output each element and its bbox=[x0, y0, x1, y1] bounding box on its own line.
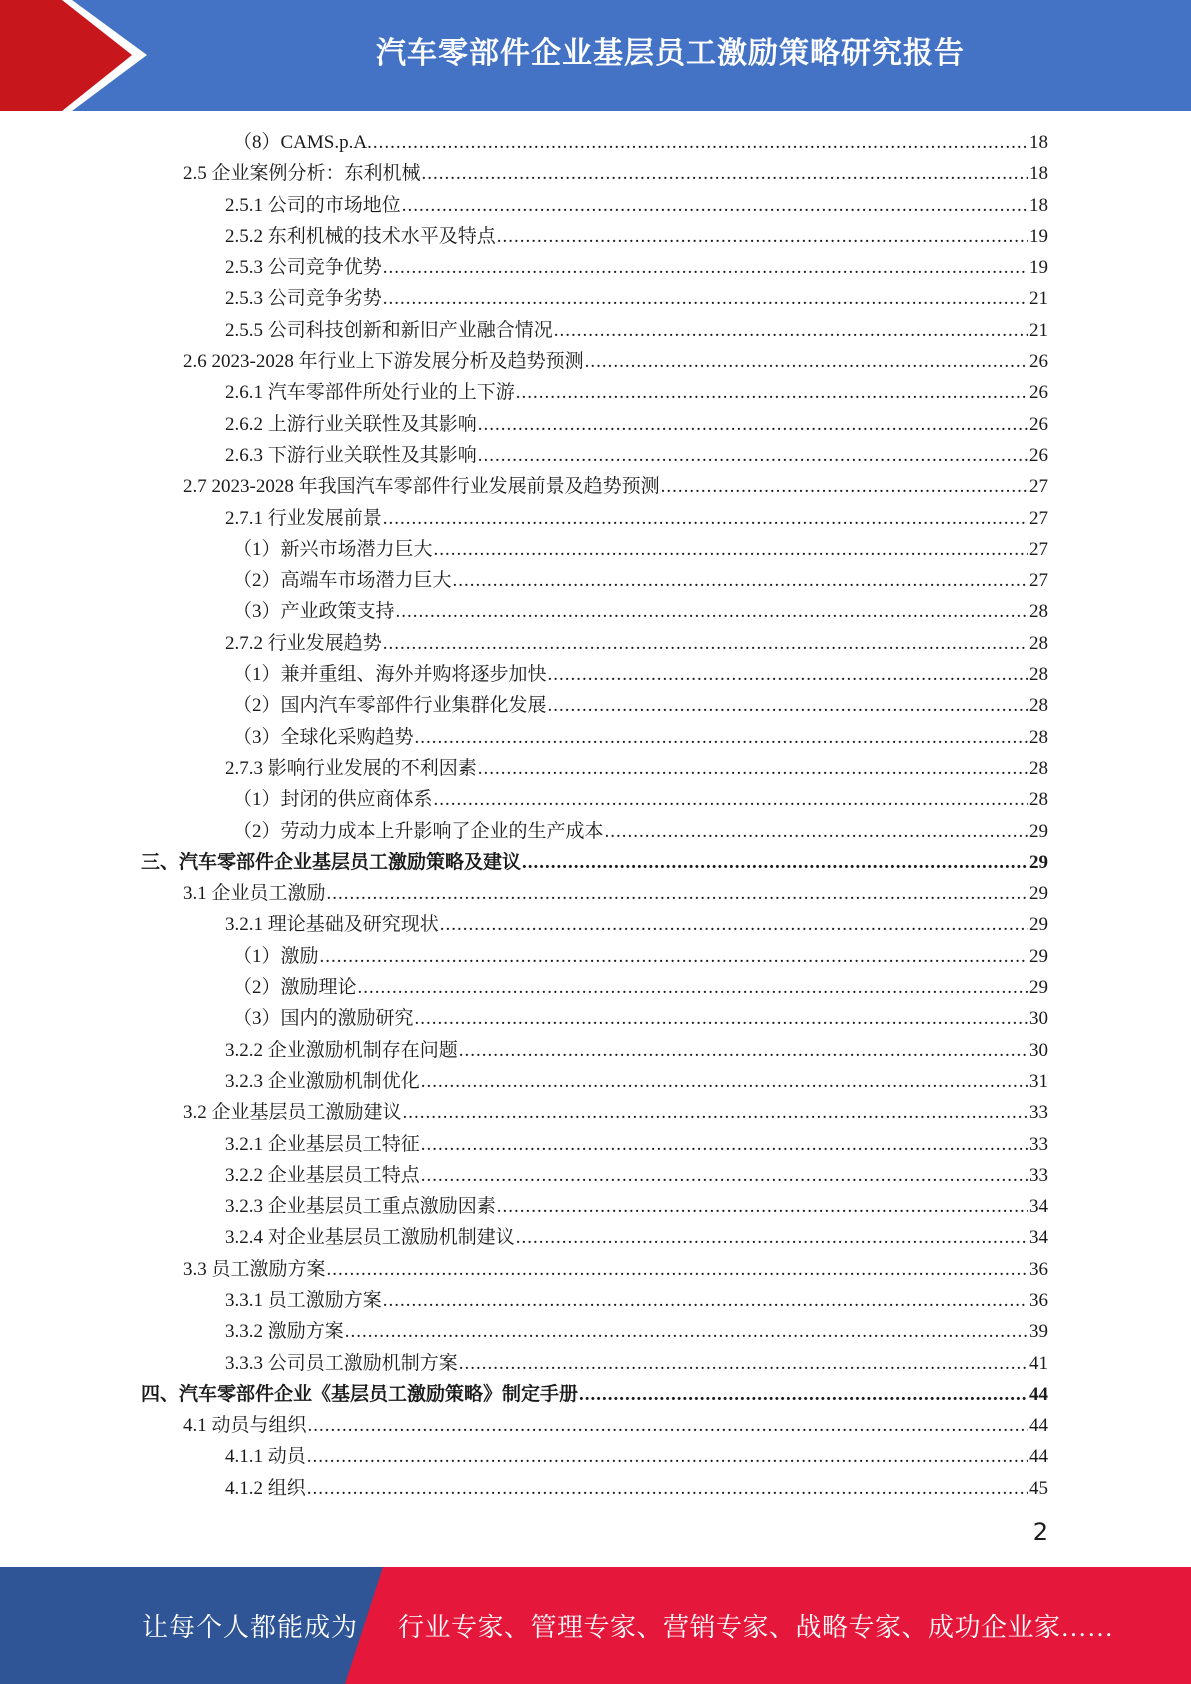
toc-entry[interactable] bbox=[141, 909, 1048, 940]
toc-dot-leader bbox=[453, 565, 1028, 596]
toc-dot-leader bbox=[383, 1285, 1028, 1316]
toc-entry-page: 29 bbox=[1029, 883, 1048, 905]
toc-entry[interactable] bbox=[141, 1160, 1048, 1191]
toc-entry-page: 28 bbox=[1029, 601, 1048, 623]
header-chevron-decoration bbox=[0, 0, 150, 111]
toc-entry[interactable] bbox=[141, 1003, 1048, 1034]
toc-entry[interactable] bbox=[141, 1222, 1048, 1253]
toc-entry-title: 3.3 员工激励方案 bbox=[183, 1258, 326, 1280]
toc-entry[interactable] bbox=[141, 878, 1048, 909]
toc-entry-page: 33 bbox=[1029, 1133, 1048, 1155]
toc-dot-leader bbox=[422, 158, 1028, 189]
toc-dot-leader bbox=[415, 1003, 1028, 1034]
toc-dot-leader bbox=[459, 1035, 1028, 1066]
toc-entry-title: 3.2.2 企业基层员工特点 bbox=[225, 1164, 420, 1186]
toc-entry-title: 3.3.3 公司员工激励机制方案 bbox=[225, 1352, 458, 1374]
toc-entry[interactable] bbox=[141, 1441, 1048, 1472]
toc-entry[interactable] bbox=[141, 127, 1048, 158]
toc-entry[interactable] bbox=[141, 1254, 1048, 1285]
footer-slogan: 让每个人都能成为 bbox=[142, 1613, 359, 1642]
toc-entry-title: 2.6 2023-2028 年行业上下游发展分析及趋势预测 bbox=[183, 351, 584, 373]
toc-entry-title: 2.5.1 公司的市场地位 bbox=[225, 194, 401, 216]
toc-dot-leader bbox=[497, 1191, 1028, 1222]
toc-entry[interactable] bbox=[141, 1129, 1048, 1160]
toc-entry[interactable] bbox=[141, 690, 1048, 721]
toc-entry-title: 2.6.2 上游行业关联性及其影响 bbox=[225, 413, 477, 435]
toc-entry-title: 3.2.1 理论基础及研究现状 bbox=[225, 914, 439, 936]
toc-entry[interactable] bbox=[141, 252, 1048, 283]
toc-entry-page: 39 bbox=[1029, 1321, 1048, 1343]
toc-entry[interactable] bbox=[141, 972, 1048, 1003]
toc-entry-page: 29 bbox=[1029, 945, 1048, 967]
toc-entry-page: 45 bbox=[1029, 1477, 1048, 1499]
toc-entry-title: 2.7.2 行业发展趋势 bbox=[225, 632, 382, 654]
toc-dot-leader bbox=[403, 1097, 1028, 1128]
toc-entry[interactable] bbox=[141, 753, 1048, 784]
toc-entry-title: 2.7.3 影响行业发展的不利因素 bbox=[225, 757, 477, 779]
toc-entry-title: 3.2 企业基层员工激励建议 bbox=[183, 1102, 402, 1124]
toc-entry-title: 3.2.3 企业激励机制优化 bbox=[225, 1070, 420, 1092]
toc-dot-leader bbox=[440, 909, 1028, 940]
toc-entry-title: 3.2.4 对企业基层员工激励机制建议 bbox=[225, 1227, 515, 1249]
toc-entry-title: 4.1.1 动员 bbox=[225, 1446, 306, 1468]
toc-entry-page: 33 bbox=[1029, 1102, 1048, 1124]
toc-entry-page: 26 bbox=[1029, 444, 1048, 466]
toc-entry[interactable] bbox=[141, 847, 1048, 878]
toc-entry-title: （1）兼并重组、海外并购将逐步加快 bbox=[233, 664, 547, 686]
toc-entry-page: 29 bbox=[1029, 820, 1048, 842]
toc-entry-page: 34 bbox=[1029, 1227, 1048, 1249]
toc-dot-leader bbox=[373, 127, 1028, 158]
toc-entry[interactable] bbox=[141, 784, 1048, 815]
toc-dot-leader bbox=[478, 440, 1028, 471]
toc-entry[interactable] bbox=[141, 1035, 1048, 1066]
toc-entry-page: 36 bbox=[1029, 1289, 1048, 1311]
toc-entry[interactable] bbox=[141, 1066, 1048, 1097]
toc-dot-leader bbox=[396, 596, 1028, 627]
toc-entry-title: 2.5.3 公司竞争优势 bbox=[225, 257, 382, 279]
toc-dot-leader bbox=[308, 1410, 1028, 1441]
toc-dot-leader bbox=[516, 1222, 1028, 1253]
toc-dot-leader bbox=[320, 941, 1028, 972]
toc-entry-title: （1）封闭的供应商体系 bbox=[233, 789, 433, 811]
toc-dot-leader bbox=[554, 315, 1028, 346]
toc-entry-page: 44 bbox=[1029, 1415, 1048, 1437]
toc-entry[interactable] bbox=[141, 377, 1048, 408]
toc-dot-leader bbox=[579, 1379, 1028, 1410]
toc-entry-page: 28 bbox=[1029, 664, 1048, 686]
toc-entry-title: 3.2.1 企业基层员工特征 bbox=[225, 1133, 420, 1155]
footer-expert-list: 行业专家、管理专家、营销专家、战略专家、成功企业家…… bbox=[398, 1613, 1114, 1642]
toc-dot-leader bbox=[421, 1160, 1028, 1191]
toc-entry[interactable] bbox=[141, 221, 1048, 252]
toc-dot-leader bbox=[345, 1316, 1028, 1347]
toc-entry-title: 2.7.1 行业发展前景 bbox=[225, 507, 382, 529]
toc-dot-leader bbox=[307, 1441, 1028, 1472]
toc-entry[interactable] bbox=[141, 941, 1048, 972]
toc-entry-title: 2.5.5 公司科技创新和新旧产业融合情况 bbox=[225, 319, 553, 341]
page-number: 2 bbox=[1032, 1518, 1048, 1546]
toc-entry-title: （3）全球化采购趋势 bbox=[233, 726, 414, 748]
toc-entry-title: 4.1.2 组织 bbox=[225, 1477, 306, 1499]
toc-entry[interactable] bbox=[141, 315, 1048, 346]
toc-entry-page: 34 bbox=[1029, 1196, 1048, 1218]
toc-entry-title: 2.6.1 汽车零部件所处行业的上下游 bbox=[225, 382, 515, 404]
toc-entry[interactable] bbox=[141, 1348, 1048, 1379]
toc-entry-page: 18 bbox=[1029, 132, 1048, 153]
toc-dot-leader bbox=[383, 283, 1028, 314]
toc-entry-page: 28 bbox=[1029, 789, 1048, 811]
toc-dot-leader bbox=[383, 628, 1028, 659]
toc-entry-title: （1）新兴市场潜力巨大 bbox=[233, 538, 433, 560]
toc-entry[interactable] bbox=[141, 1410, 1048, 1441]
toc-entry[interactable] bbox=[141, 659, 1048, 690]
toc-entry-title: （1）激励 bbox=[233, 945, 319, 967]
table-of-contents bbox=[141, 127, 1048, 1504]
toc-entry-page: 28 bbox=[1029, 695, 1048, 717]
toc-entry-title: （2）高端车市场潜力巨大 bbox=[233, 570, 452, 592]
toc-entry-title: （3）国内的激励研究 bbox=[233, 1008, 414, 1030]
toc-entry[interactable] bbox=[141, 596, 1048, 627]
toc-entry-page: 18 bbox=[1029, 194, 1048, 216]
toc-entry[interactable] bbox=[141, 158, 1048, 189]
toc-entry-page: 21 bbox=[1029, 288, 1048, 310]
toc-entry-title: （2）国内汽车零部件行业集群化发展 bbox=[233, 695, 547, 717]
toc-entry-page: 44 bbox=[1029, 1446, 1048, 1468]
toc-entry-page: 27 bbox=[1029, 476, 1048, 498]
toc-dot-leader bbox=[548, 690, 1028, 721]
toc-dot-leader bbox=[548, 659, 1028, 690]
toc-dot-leader bbox=[415, 722, 1028, 753]
toc-entry-page: 27 bbox=[1029, 570, 1048, 592]
toc-entry[interactable] bbox=[141, 565, 1048, 596]
toc-entry[interactable] bbox=[141, 283, 1048, 314]
toc-entry-page: 28 bbox=[1029, 632, 1048, 654]
toc-entry-page: 36 bbox=[1029, 1258, 1048, 1280]
toc-dot-leader bbox=[516, 377, 1028, 408]
toc-entry-title: 2.5.3 公司竞争劣势 bbox=[225, 288, 382, 310]
toc-entry-title: 三、汽车零部件企业基层员工激励策略及建议 bbox=[141, 851, 522, 873]
toc-entry[interactable] bbox=[141, 1191, 1048, 1222]
toc-entry-title: 3.2.2 企业激励机制存在问题 bbox=[225, 1039, 458, 1061]
toc-entry-page: 33 bbox=[1029, 1164, 1048, 1186]
toc-entry-title: 3.3.1 员工激励方案 bbox=[225, 1289, 382, 1311]
toc-dot-leader bbox=[307, 1473, 1028, 1504]
toc-entry-page: 28 bbox=[1029, 726, 1048, 748]
toc-entry-title: （2）劳动力成本上升影响了企业的生产成本 bbox=[233, 820, 604, 842]
toc-dot-leader bbox=[402, 190, 1028, 221]
toc-entry-title: 2.6.3 下游行业关联性及其影响 bbox=[225, 444, 477, 466]
toc-entry-title: 3.3.2 激励方案 bbox=[225, 1321, 344, 1343]
toc-dot-leader bbox=[459, 1348, 1028, 1379]
toc-entry-title: 2.5.2 东利机械的技术水平及特点 bbox=[225, 225, 496, 247]
toc-entry-page: 29 bbox=[1029, 977, 1048, 999]
toc-dot-leader bbox=[434, 534, 1028, 565]
toc-entry-page: 26 bbox=[1029, 413, 1048, 435]
toc-dot-leader bbox=[522, 847, 1028, 878]
toc-entry[interactable] bbox=[141, 503, 1048, 534]
toc-entry[interactable] bbox=[141, 1285, 1048, 1316]
toc-entry[interactable] bbox=[141, 1316, 1048, 1347]
header-band bbox=[0, 0, 1191, 111]
toc-entry[interactable] bbox=[141, 628, 1048, 659]
toc-entry[interactable] bbox=[141, 471, 1048, 502]
toc-entry-title: （2）激励理论 bbox=[233, 977, 357, 999]
toc-entry-title: 2.5 企业案例分析：东利机械 bbox=[183, 163, 421, 185]
toc-dot-leader bbox=[327, 878, 1028, 909]
toc-entry-page: 26 bbox=[1029, 382, 1048, 404]
toc-entry[interactable] bbox=[141, 1379, 1048, 1410]
toc-entry-title: 四、汽车零部件企业《基层员工激励策略》制定手册 bbox=[141, 1383, 579, 1405]
toc-dot-leader bbox=[421, 1066, 1028, 1097]
toc-entry[interactable] bbox=[141, 1097, 1048, 1128]
toc-entry-page: 29 bbox=[1029, 851, 1048, 873]
toc-entry[interactable] bbox=[141, 346, 1048, 377]
footer-band bbox=[0, 1567, 1191, 1684]
toc-entry-title: （3）产业政策支持 bbox=[233, 601, 395, 623]
toc-entry-page: 27 bbox=[1029, 507, 1048, 529]
toc-entry-title: 2.7 2023-2028 年我国汽车零部件行业发展前景及趋势预测 bbox=[183, 476, 660, 498]
toc-entry-page: 27 bbox=[1029, 538, 1048, 560]
toc-dot-leader bbox=[421, 1129, 1028, 1160]
toc-dot-leader bbox=[327, 1254, 1028, 1285]
toc-entry-page: 28 bbox=[1029, 757, 1048, 779]
toc-entry-page: 31 bbox=[1029, 1070, 1048, 1092]
toc-dot-leader bbox=[434, 784, 1028, 815]
toc-dot-leader bbox=[497, 221, 1028, 252]
toc-entry-page: 19 bbox=[1029, 225, 1048, 247]
toc-entry[interactable] bbox=[141, 190, 1048, 221]
report-title: 汽车零部件企业基层员工激励策略研究报告 bbox=[376, 36, 965, 71]
toc-entry[interactable] bbox=[141, 534, 1048, 565]
toc-dot-leader bbox=[383, 503, 1028, 534]
toc-entry-title: 4.1 动员与组织 bbox=[183, 1415, 307, 1437]
toc-entry-page: 30 bbox=[1029, 1039, 1048, 1061]
toc-entry[interactable] bbox=[141, 816, 1048, 847]
toc-entry[interactable] bbox=[141, 722, 1048, 753]
toc-entry[interactable] bbox=[141, 409, 1048, 440]
toc-entry-page: 21 bbox=[1029, 319, 1048, 341]
toc-dot-leader bbox=[585, 346, 1028, 377]
toc-entry-page: 29 bbox=[1029, 914, 1048, 936]
toc-entry-page: 41 bbox=[1029, 1352, 1048, 1374]
toc-dot-leader bbox=[605, 816, 1028, 847]
toc-dot-leader bbox=[478, 409, 1028, 440]
toc-entry[interactable] bbox=[141, 1473, 1048, 1504]
toc-entry-page: 44 bbox=[1029, 1383, 1048, 1405]
toc-entry[interactable] bbox=[141, 440, 1048, 471]
toc-entry-page: 19 bbox=[1029, 257, 1048, 279]
toc-entry-page: 30 bbox=[1029, 1008, 1048, 1030]
toc-entry-page: 26 bbox=[1029, 351, 1048, 373]
toc-dot-leader bbox=[478, 753, 1028, 784]
toc-dot-leader bbox=[661, 471, 1028, 502]
toc-entry-page: 18 bbox=[1029, 163, 1048, 185]
toc-dot-leader bbox=[383, 252, 1028, 283]
toc-dot-leader bbox=[358, 972, 1028, 1003]
toc-entry-title: 3.1 企业员工激励 bbox=[183, 883, 326, 905]
toc-entry-title: 3.2.3 企业基层员工重点激励因素 bbox=[225, 1196, 496, 1218]
toc-entry-title: （8）CAMS.p.A. bbox=[233, 132, 372, 153]
